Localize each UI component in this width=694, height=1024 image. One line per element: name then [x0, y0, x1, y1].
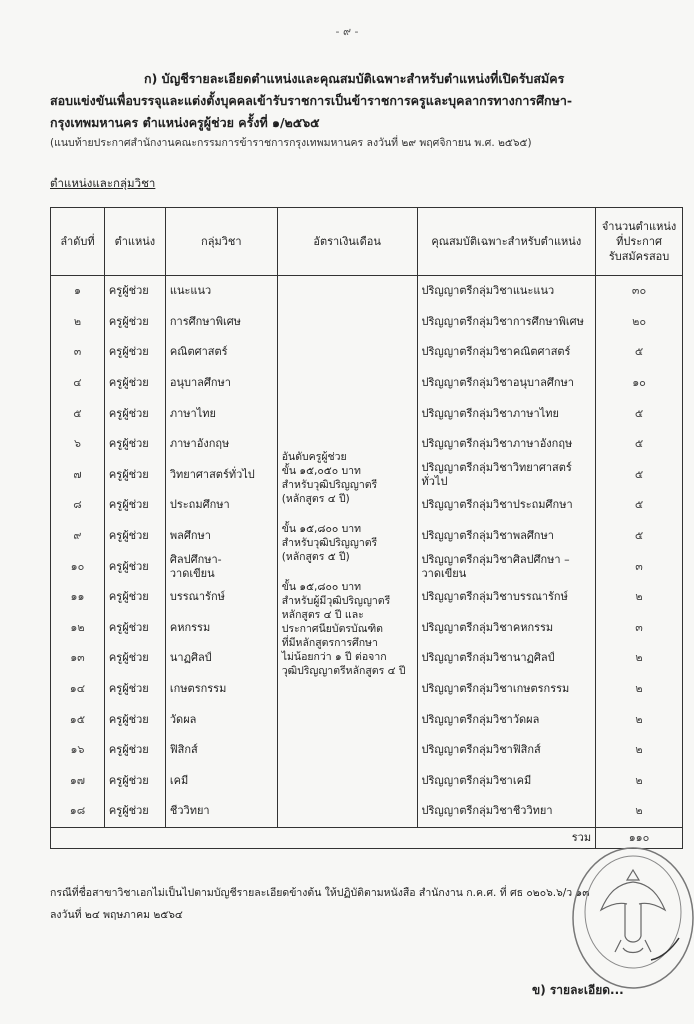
cell-subject-text: คหกรรม: [169, 620, 211, 634]
seal-inner-ring: [585, 856, 681, 968]
cell-qualification-text: ปริญญาตรีกลุ่มวิชาบรรณารักษ์: [421, 590, 568, 604]
cell-no-text: ๑๒: [70, 620, 85, 634]
header-salary: อัตราเงินเดือน: [277, 208, 417, 276]
salary-spacer: [282, 424, 413, 450]
official-seal-stamp: [555, 840, 694, 1000]
cell-subject: [165, 796, 277, 827]
cell-count: [596, 735, 683, 766]
cell-subject-text: ภาษาอังกฤษ: [169, 437, 230, 451]
cell-subject-text: ชีววิทยา: [169, 804, 210, 818]
cell-subject-text: ฟิสิกส์: [169, 743, 198, 757]
cell-count-text: ๒: [635, 682, 643, 696]
cell-subject: [165, 521, 277, 552]
cell-qualification-text: ปริญญาตรีกลุ่มวิชาฟิสิกส์: [421, 743, 541, 757]
total-label: รวม: [51, 827, 596, 848]
cell-qualification: [417, 490, 596, 521]
cell-qualification: [417, 766, 596, 797]
salary-line-c4: ประกาศนียบัตรบัณฑิต: [281, 623, 383, 636]
cell-subject: [165, 674, 277, 705]
cell-position-text: ครูผู้ช่วย: [108, 773, 149, 787]
cell-position-text: ครูผู้ช่วย: [108, 743, 149, 757]
cell-qualification-text: ปริญญาตรีกลุ่มวิชาชีววิทยา: [421, 804, 553, 818]
salary-line-b1: ขั้น ๑๕,๘๐๐ บาท: [281, 523, 362, 536]
cell-subject-text: แนะแนว: [169, 284, 212, 298]
cell-qualification: [417, 337, 596, 368]
cell-count-text: ๒: [635, 773, 643, 787]
cell-no: [51, 582, 105, 613]
cell-count: [596, 337, 683, 368]
cell-no-text: ๘: [73, 498, 82, 512]
cell-position: [104, 307, 165, 338]
cell-qualification-text: ปริญญาตรีกลุ่มวิชาภาษาอังกฤษ: [421, 437, 573, 451]
cell-subject-text: อนุบาลศึกษา: [169, 376, 231, 390]
cell-no-text: ๑๑: [70, 590, 85, 604]
header-no: ลำดับที่: [51, 208, 105, 276]
heading-line-3: กรุงเทพมหานคร ตำแหน่งครูผู้ช่วย ครั้งที่ ๑/๒๕๖๕: [50, 115, 320, 130]
cell-count: [596, 460, 683, 491]
cell-position-text: ครูผู้ช่วย: [108, 804, 149, 818]
cell-position: [104, 674, 165, 705]
cell-no: [51, 490, 105, 521]
cell-count: [596, 704, 683, 735]
cell-qualification: [417, 368, 596, 399]
cell-no: [51, 735, 105, 766]
cell-count-text: ๒: [635, 651, 643, 665]
header-qualification: คุณสมบัติเฉพาะสำหรับตำแหน่ง: [417, 208, 596, 276]
cell-position: [104, 704, 165, 735]
header-count-line-1: จำนวนตำแหน่ง: [601, 220, 677, 233]
cell-no: [51, 704, 105, 735]
header-position: ตำแหน่ง: [104, 208, 165, 276]
cell-position: [104, 521, 165, 552]
cell-position-text: ครูผู้ช่วย: [108, 682, 149, 696]
cell-count: [596, 398, 683, 429]
cell-count: [596, 490, 683, 521]
cell-no: [51, 368, 105, 399]
heading-line-2: สอบแข่งขันเพื่อบรรจุและแต่งตั้งบุคคลเข้ารับราชการเป็นข้าราชการครูและบุคลากรทางการศึกษา-: [50, 93, 573, 108]
cell-no-text: ๖: [73, 437, 81, 451]
cell-subject: [165, 735, 277, 766]
footnote-line-2: ลงวันที่ ๒๔ พฤษภาคม ๒๕๖๔: [50, 909, 183, 921]
cell-qualification-text: ปริญญาตรีกลุ่มวิชาวัดผล: [421, 712, 540, 726]
cell-no-text: ๙: [73, 529, 82, 543]
cell-subject-text: ภาษาไทย: [169, 406, 216, 420]
cell-qualification: [417, 735, 596, 766]
cell-count-text: ๕: [634, 498, 644, 512]
cell-count: [596, 307, 683, 338]
cell-count-text: ๓: [635, 620, 643, 634]
cell-no-text: ๑๕: [69, 712, 86, 726]
header-count: [596, 208, 683, 276]
footnote-line-1: กรณีที่ชื่อสาขาวิชาเอกไม่เป็นไปตามบัญชีรายละเอียดข้างต้น ให้ปฏิบัติตามหนังสือ สำนักงาน ก.ค.ศ. ที่ ศธ ๐๒๐๖.๖/ว ๑๓: [50, 887, 590, 899]
cell-subject: [165, 337, 277, 368]
cell-qualification: [417, 429, 596, 460]
cell-subject: [165, 551, 277, 582]
salary-line-a3: สำหรับวุฒิปริญญาตรี: [281, 479, 378, 492]
cell-qualification-text: ปริญญาตรีกลุ่มวิชาแนะแนว: [421, 284, 555, 298]
cell-subject: [165, 490, 277, 521]
cell-position: [104, 582, 165, 613]
cell-qualification: [417, 521, 596, 552]
cell-qualification: [417, 307, 596, 338]
cell-count: [596, 368, 683, 399]
salary-line-c7: วุฒิปริญญาตรีหลักสูตร ๔ ปี: [281, 665, 406, 678]
cell-qualification: [417, 551, 596, 582]
cell-subject-text: ศิลปศึกษา-: [169, 552, 222, 566]
salary-line-c2: สำหรับผู้มีวุฒิปริญญาตรี: [281, 595, 391, 608]
garuda-emblem-icon: [601, 870, 665, 953]
cell-qualification: [417, 613, 596, 644]
cell-subject: [165, 766, 277, 797]
cell-no: [51, 766, 105, 797]
cell-no: [51, 521, 105, 552]
cell-no-text: ๑๘: [69, 804, 86, 818]
cell-no-text: ๑: [73, 284, 81, 298]
salary-spacer: [282, 564, 413, 580]
salary-line-c5: ที่มีหลักสูตรการศึกษา: [281, 637, 378, 650]
cell-count-text: ๓: [635, 559, 643, 573]
cell-subject-text: วัดผล: [169, 712, 197, 726]
cell-qualification-text: ปริญญาตรีกลุ่มวิชาคณิตศาสตร์: [421, 345, 571, 359]
cell-qualification-text: ปริญญาตรีกลุ่มวิชาการศึกษาพิเศษ: [421, 314, 584, 328]
cell-count-text: ๕: [634, 406, 644, 420]
cell-subject-text: วิทยาศาสตร์ทั่วไป: [169, 467, 255, 481]
section-title: ตำแหน่งและกลุ่มวิชา: [50, 176, 156, 190]
cell-position: [104, 490, 165, 521]
cell-position-text: ครูผู้ช่วย: [108, 284, 149, 298]
cell-qualification-text: ปริญญาตรีกลุ่มวิชาศิลปศึกษา –: [421, 552, 570, 566]
cell-no: [51, 551, 105, 582]
cell-qualification-text-2: วาดเขียน: [421, 566, 467, 580]
cell-subject: [165, 307, 277, 338]
cell-position-text: ครูผู้ช่วย: [108, 529, 149, 543]
salary-line-a1: อันดับครูผู้ช่วย: [281, 451, 347, 464]
cell-count-text: ๑๐: [632, 376, 646, 390]
cell-position-text: ครูผู้ช่วย: [108, 620, 149, 634]
cell-subject: [165, 429, 277, 460]
header-count-line-2: ที่ประกาศ: [616, 235, 662, 248]
cell-no-text: ๕: [73, 406, 82, 420]
cell-position-text: ครูผู้ช่วย: [108, 498, 149, 512]
cell-no: [51, 307, 105, 338]
cell-count: [596, 613, 683, 644]
cell-subject: [165, 704, 277, 735]
cell-position-text: ครูผู้ช่วย: [108, 314, 149, 328]
cell-no: [51, 429, 105, 460]
cell-qualification-text: ปริญญาตรีกลุ่มวิชาพลศึกษา: [421, 529, 554, 543]
cell-subject-text: คณิตศาสตร์: [169, 345, 228, 359]
cell-subject-text: พลศึกษา: [169, 529, 211, 543]
document-heading: [50, 68, 670, 134]
cell-position: [104, 796, 165, 827]
total-value: ๑๑๐: [596, 827, 683, 848]
cell-count-text: ๕: [634, 467, 644, 481]
cell-salary: [277, 276, 417, 828]
cell-no-text: ๑๔: [69, 682, 86, 696]
cell-no: [51, 674, 105, 705]
cell-qualification-text: ปริญญาตรีกลุ่มวิชาคหกรรม: [421, 620, 554, 634]
cell-qualification-text: ปริญญาตรีกลุ่มวิชานาฏศิลป์: [421, 651, 555, 665]
cell-qualification: [417, 398, 596, 429]
cell-no: [51, 643, 105, 674]
cell-subject: [165, 613, 277, 644]
cell-qualification: [417, 643, 596, 674]
cell-subject: [165, 582, 277, 613]
heading-line-1: ก) บัญชีรายละเอียดตำแหน่งและคุณสมบัติเฉพาะสำหรับตำแหน่งที่เปิดรับสมัคร: [144, 71, 565, 86]
table-row: [51, 276, 683, 307]
cell-position: [104, 368, 165, 399]
cell-position: [104, 398, 165, 429]
cell-qualification: [417, 582, 596, 613]
cell-qualification: [417, 460, 596, 491]
cell-subject: [165, 276, 277, 307]
header-subject: กลุ่มวิชา: [165, 208, 277, 276]
cell-no-text: ๗: [73, 467, 82, 481]
table-header-row: [51, 208, 683, 276]
cell-position-text: ครูผู้ช่วย: [108, 437, 149, 451]
cell-qualification: [417, 674, 596, 705]
cell-count-text: ๒๐: [632, 314, 647, 328]
cell-position: [104, 613, 165, 644]
next-section-reference: ข) รายละเอียด...: [532, 983, 624, 997]
cell-position: [104, 643, 165, 674]
signature-mark: [651, 938, 679, 960]
cell-count: [596, 582, 683, 613]
cell-subject-text: การศึกษาพิเศษ: [169, 314, 241, 328]
cell-position: [104, 276, 165, 307]
cell-count: [596, 521, 683, 552]
salary-spacer: [282, 506, 413, 522]
cell-count: [596, 276, 683, 307]
cell-no-text: ๑๐: [70, 559, 85, 573]
cell-no: [51, 276, 105, 307]
cell-subject: [165, 368, 277, 399]
cell-position: [104, 429, 165, 460]
cell-count: [596, 766, 683, 797]
cell-subject-text: เกษตรกรรม: [169, 682, 227, 696]
cell-subject-text: บรรณารักษ์: [169, 590, 225, 604]
cell-position-text: ครูผู้ช่วย: [108, 590, 149, 604]
salary-line-b2: สำหรับวุฒิปริญญาตรี: [281, 537, 378, 550]
cell-count-text: ๒: [635, 743, 643, 757]
cell-subject: [165, 460, 277, 491]
cell-no-text: ๔: [73, 376, 82, 390]
cell-qualification: [417, 276, 596, 307]
cell-no: [51, 796, 105, 827]
cell-position-text: ครูผู้ช่วย: [108, 406, 149, 420]
cell-no-text: ๑๖: [70, 743, 85, 757]
positions-table: [50, 207, 683, 849]
header-count-line-3: รับสมัครสอบ: [608, 250, 670, 263]
cell-position-text: ครูผู้ช่วย: [108, 559, 149, 573]
cell-subject: [165, 398, 277, 429]
cell-qualification: [417, 796, 596, 827]
cell-qualification-text: ปริญญาตรีกลุ่มวิชาอนุบาลศึกษา: [421, 376, 574, 390]
cell-position-text: ครูผู้ช่วย: [108, 467, 149, 481]
cell-no-text: ๑๓: [70, 651, 85, 665]
cell-no: [51, 337, 105, 368]
cell-no: [51, 613, 105, 644]
cell-count: [596, 674, 683, 705]
cell-position: [104, 460, 165, 491]
cell-count: [596, 551, 683, 582]
salary-line-a2: ขั้น ๑๕,๐๕๐ บาท: [281, 465, 361, 478]
cell-count-text: ๒: [635, 590, 643, 604]
cell-count-text: ๓๐: [631, 284, 647, 298]
cell-qualification-text: ปริญญาตรีกลุ่มวิชาเกษตรกรรม: [421, 682, 570, 696]
salary-line-c3: หลักสูตร ๔ ปี และ: [281, 609, 364, 622]
cell-subject-text: ประถมศึกษา: [169, 498, 230, 512]
cell-no-text: ๑๗: [69, 773, 86, 787]
cell-count-text: ๒: [635, 712, 643, 726]
page-number: - ๙ -: [335, 25, 359, 38]
cell-subject: [165, 643, 277, 674]
cell-position-text: ครูผู้ช่วย: [108, 712, 149, 726]
cell-no: [51, 460, 105, 491]
cell-count: [596, 796, 683, 827]
salary-line-c6: ไม่น้อยกว่า ๑ ปี ต่อจาก: [281, 651, 387, 664]
salary-line-a4: (หลักสูตร ๔ ปี): [281, 493, 350, 506]
cell-position: [104, 337, 165, 368]
cell-qualification-text: ปริญญาตรีกลุ่มวิชาภาษาไทย: [421, 406, 559, 420]
salary-line-c1: ขั้น ๑๕,๘๐๐ บาท: [281, 581, 362, 594]
attachment-note: (แนบท้ายประกาศสำนักงานคณะกรรมการข้าราชการกรุงเทพมหานคร ลงวันที่ ๒๙ พฤศจิกายน พ.ศ. ๒๕๖๕): [50, 137, 532, 149]
cell-qualification: [417, 704, 596, 735]
cell-qualification-text: ปริญญาตรีกลุ่มวิชาประถมศึกษา: [421, 498, 573, 512]
cell-qualification-text: ปริญญาตรีกลุ่มวิชาวิทยาศาสตร์ทั่วไป: [421, 460, 572, 488]
cell-count-text: ๕: [634, 529, 644, 543]
cell-qualification-text: ปริญญาตรีกลุ่มวิชาเคมี: [421, 773, 532, 787]
cell-position: [104, 735, 165, 766]
cell-count: [596, 429, 683, 460]
cell-position: [104, 766, 165, 797]
cell-position-text: ครูผู้ช่วย: [108, 651, 149, 665]
cell-no-text: ๒: [73, 314, 82, 328]
cell-position: [104, 551, 165, 582]
cell-count: [596, 643, 683, 674]
cell-no-text: ๓: [73, 345, 82, 359]
salary-line-b3: (หลักสูตร ๕ ปี): [281, 551, 350, 564]
cell-subject-text: นาฏศิลป์: [169, 651, 212, 665]
cell-count-text: ๒: [635, 804, 643, 818]
cell-count-text: ๕: [634, 345, 644, 359]
cell-subject-text-2: วาดเขียน: [169, 566, 215, 580]
cell-subject-text: เคมี: [169, 773, 189, 787]
cell-count-text: ๕: [634, 437, 644, 451]
cell-position-text: ครูผู้ช่วย: [108, 345, 149, 359]
cell-position-text: ครูผู้ช่วย: [108, 376, 149, 390]
cell-no: [51, 398, 105, 429]
